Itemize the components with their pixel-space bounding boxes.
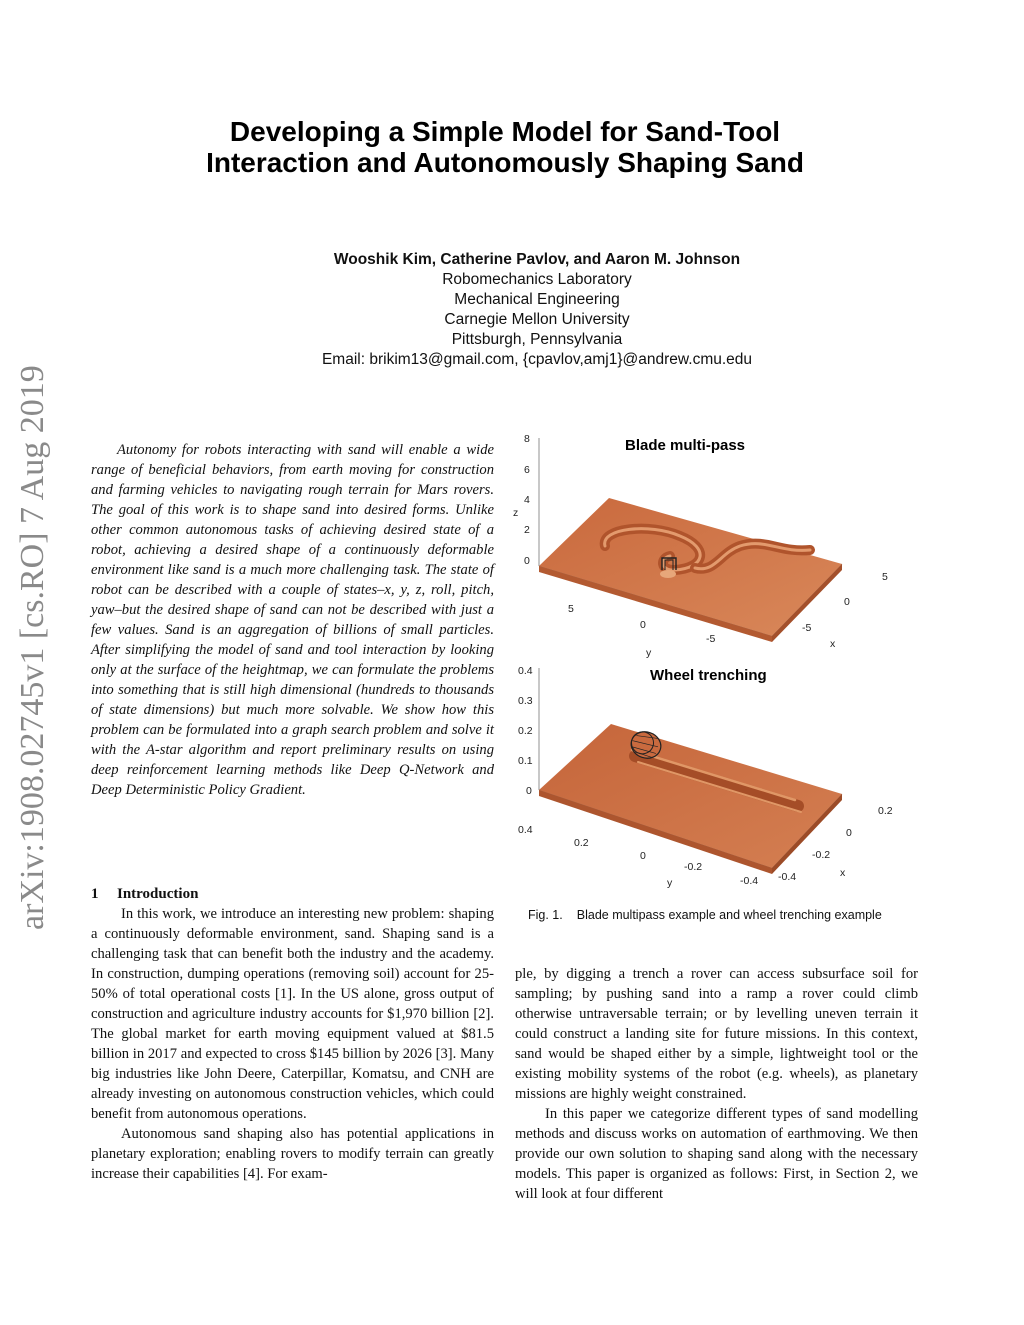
section-heading <box>91 884 494 904</box>
z-axis-label: z <box>513 507 519 519</box>
wheel-plot <box>518 665 893 889</box>
y-tick: 0 <box>640 850 646 862</box>
wheel-plot-title: Wheel trenching <box>650 667 767 684</box>
z-tick: 8 <box>524 433 530 445</box>
y-axis-label: y <box>667 877 673 889</box>
author-email: Email: brikim13@gmail.com, {cpavlov,amj1}@andrew.cmu.edu <box>321 351 753 368</box>
author-location: Pittsburgh, Pennsylvania <box>451 331 623 348</box>
x-axis-label: x <box>830 638 836 650</box>
z-tick: 0.3 <box>518 695 533 707</box>
title-line-1: Developing a Simple Model for Sand-Tool <box>229 116 781 147</box>
figure-label: Fig. 1. <box>528 908 563 922</box>
abstract: Autonomy for robots interacting with sand will enable a wide range of beneficial behaviors, from earth moving for construction and farming vehicles to navigating rough terrain for Mars rovers. The goal of this work is to shape sand into desired forms. Unlike other common autonomous tasks of achieving desired state of a robot, achieving a desired shape of a continuously deformable environment like sand is a much more challenging task. The state of robot can be described with a couple of states–x, y, z, roll, pitch, yaw–but the desired shape of sand can not be described with just a few values. Sand is an aggregation of billions of small particles. After simplifying the model of sand and tool interaction by looking only at the surface of the heightmap, we can formulate the problems into something that is still high dimensional (hundreds to thousands of state dimensions) but much more solvable. We show how this problem can be formulated into a graph search problem and solve it with the A-star algorithm and report preliminary results on using deep reinforcement learning methods like Deep Q-Network and Deep Deterministic Policy Gradient. <box>91 442 494 798</box>
z-tick: 4 <box>524 494 530 506</box>
author-university: Carnegie Mellon University <box>444 311 630 328</box>
intro-paragraph: Autonomous sand shaping also has potential applications in planetary exploration; enabling rovers to modify terrain can greatly increase their capabilities [4]. For exam- <box>91 1126 494 1182</box>
body-paragraph: In this paper we categorize different types of sand modelling methods and discuss works on automation of earthmoving. We then provide our own solution to shaping sand along with the necessary models. This paper is organized as follows: First, in Section 2, we will look at four different <box>515 1106 918 1202</box>
figure-caption <box>528 906 928 924</box>
section-number: 1 <box>91 886 99 902</box>
author-block <box>200 250 874 370</box>
y-tick: -5 <box>706 633 716 645</box>
intro-paragraph: In this work, we introduce an interesting new problem: shaping a continuously deformable environment, sand. Shaping sand is a challenging task that can benefit both the industry and the academy. In construction, dumping operations (removing soil) account for 25-50% of total operational costs [1]. In the US alone, gross output of construction and agriculture industry accounts for $1,970 billion [2]. The global market for earth moving equipment valued at $81.5 billion in 2017 and expected to cross $145 billion by 2026 [3]. Many big industries like John Deere, Caterpillar, Komatsu, and CNH are already investing on autonomous construction vehicles, which could benefit from autonomous operations. <box>91 906 494 1122</box>
y-tick: 0.2 <box>574 837 589 849</box>
y-tick: 5 <box>568 603 574 615</box>
z-tick: 2 <box>524 524 530 536</box>
right-column-text <box>515 964 918 1204</box>
y-tick: -0.2 <box>684 861 703 873</box>
sand-mound <box>660 570 676 578</box>
z-tick: 6 <box>524 464 530 476</box>
x-tick: 0.2 <box>878 805 893 817</box>
y-axis-label: y <box>646 647 652 659</box>
y-tick: 0.4 <box>518 824 533 836</box>
x-tick: 5 <box>882 571 888 583</box>
z-tick: 0.4 <box>518 665 533 677</box>
z-tick: 0 <box>524 555 530 567</box>
z-tick: 0 <box>526 785 532 797</box>
z-tick: 0.2 <box>518 725 533 737</box>
blade-plot <box>513 433 888 659</box>
y-tick: 0 <box>640 619 646 631</box>
x-axis-label: x <box>840 867 846 879</box>
paper-title <box>120 116 890 178</box>
body-paragraph: ple, by digging a trench a rover can access subsurface soil for sampling; by pushing sand into a ramp a rover could climb otherwise untraversable terrain; or by levelling uneven terrain it could construct a landing site for future missions. In this context, sand would be shaped either by a simple, lightweight tool or the existing mobility systems of the robot (e.g. wheels), as planetary missions are highly weight constrained. <box>515 966 918 1102</box>
figure-plots <box>510 428 930 898</box>
intro-text <box>91 904 494 1184</box>
y-tick: -0.4 <box>740 875 759 887</box>
z-tick: 0.1 <box>518 755 533 767</box>
x-tick: -0.2 <box>812 849 831 861</box>
x-tick: -5 <box>802 622 812 634</box>
figure-caption-text: Blade multipass example and wheel trenching example <box>576 908 882 922</box>
section-title: Introduction <box>117 886 199 902</box>
author-names: Wooshik Kim, Catherine Pavlov, and Aaron M. Johnson <box>333 251 741 268</box>
x-tick: 0 <box>846 827 852 839</box>
x-tick: 0 <box>844 596 850 608</box>
author-department: Mechanical Engineering <box>454 291 620 308</box>
blade-plot-title: Blade multi-pass <box>625 437 746 454</box>
author-lab: Robomechanics Laboratory <box>442 271 632 288</box>
title-line-2: Interaction and Autonomously Shaping Sand <box>206 147 804 178</box>
figure-1 <box>510 428 930 898</box>
arxiv-identifier: arXiv:1908.02745v1 [cs.RO] 7 Aug 2019 <box>14 365 51 930</box>
x-tick: -0.4 <box>778 871 797 883</box>
